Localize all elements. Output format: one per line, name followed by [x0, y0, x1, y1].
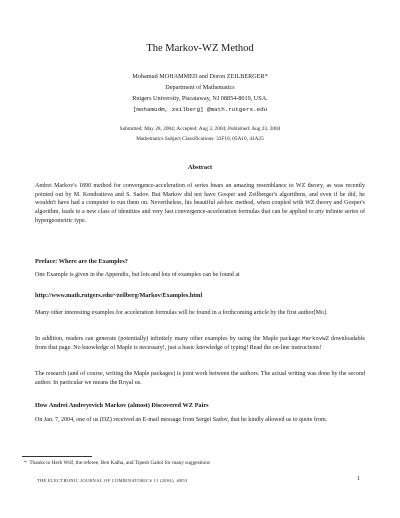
maple-package-name: MarkovWZ	[302, 335, 329, 342]
abstract-body: Andrei Markov's 1890 method for convergence-acceleration of series bears an amazing resemblance to WZ theory, as was recently pointed out by M. Kondratieva and S. Sadov. But Markov did not have Gosper and Zeilberger's algorithms, and even if he did, he wouldn't have had a computer to run them on. Nevertheless, his beautiful ad-hoc method, when coupled with WZ theory and Gosper's algorithm, leads to a new class of identities and very fast convergence-acceleration formulas that can be applied to any infinite series of hypergeometric type.	[35, 183, 365, 224]
university-line: Rutgers University, Piscataway, NJ 08854-8019, USA.	[132, 95, 268, 102]
preface-p3-start: In addition, readers can generate (potentially) infinitely many other examples by using the Maple package	[35, 336, 300, 342]
subject-classifications: Mathematics Subject Classifications: 33F10, 05A10, 41A25	[136, 136, 264, 142]
preface-paragraph-2: Many other interesting examples for acceleration formulas will be found in a forthcoming article by the first author[Mo].	[35, 310, 328, 316]
section-markov-paragraph-1: On Jan. 7, 2004, one of us (DZ) received an E-mail message from Sergei Sadov, that he kindly allowed us to quote from.	[35, 417, 328, 423]
footnote	[24, 460, 210, 466]
preface-heading: Preface: Where are the Examples?	[35, 258, 128, 265]
submission-dates: Submitted: May 28, 2004; Accepted: Aug 3, 2004; Published: Aug 23, 2004	[119, 126, 281, 132]
preface-p3-end: downloadable from that page. No knowledge of Maple is necessary!, just a basic knowledge of typing! Read the on-line instructions!	[35, 336, 365, 351]
footnote-rule	[22, 456, 92, 457]
department-line: Department of Mathematics	[165, 84, 235, 91]
preface-paragraph-4: The research (and of course, writing the Maple packages) is joint work between the authors. The actual writing was done by the second author. In particular we means the Royal us.	[35, 371, 365, 386]
section-heading-markov: How Andrei Andreyevich Markov (almost) Discovered WZ Pairs	[35, 402, 209, 409]
abstract-emphasis: any	[315, 209, 324, 216]
examples-url-link[interactable]: http://www.math.rutgers.edu/~zeilberg/Markov/Examples.html	[35, 292, 203, 299]
page-number: 1	[357, 476, 360, 482]
abstract-heading: Abstract	[187, 164, 213, 171]
abstract-text	[35, 182, 365, 226]
preface-paragraph-1: One Example is given in the Appendix, but lots and lots of examples can be found at	[35, 272, 240, 278]
footnote-mark: *	[24, 460, 27, 466]
preface-paragraph-3	[35, 335, 365, 352]
footnote-text: Thanks to Herb Wilf, the referee, Ben Kalha, and Tipesh Gadoi for many suggestions	[29, 460, 210, 466]
email-line: [mohamudm, zeilberg] @math.rutgers.edu	[132, 106, 268, 113]
running-footer-journal: THE ELECTRONIC JOURNAL OF COMBINATORICS 11 (2004), #R53	[37, 478, 188, 483]
authors-line: Mohamud MOHAMMED and Doron ZEILBERGER*	[132, 73, 268, 80]
paper-title: The Markov-WZ Method	[146, 43, 254, 54]
